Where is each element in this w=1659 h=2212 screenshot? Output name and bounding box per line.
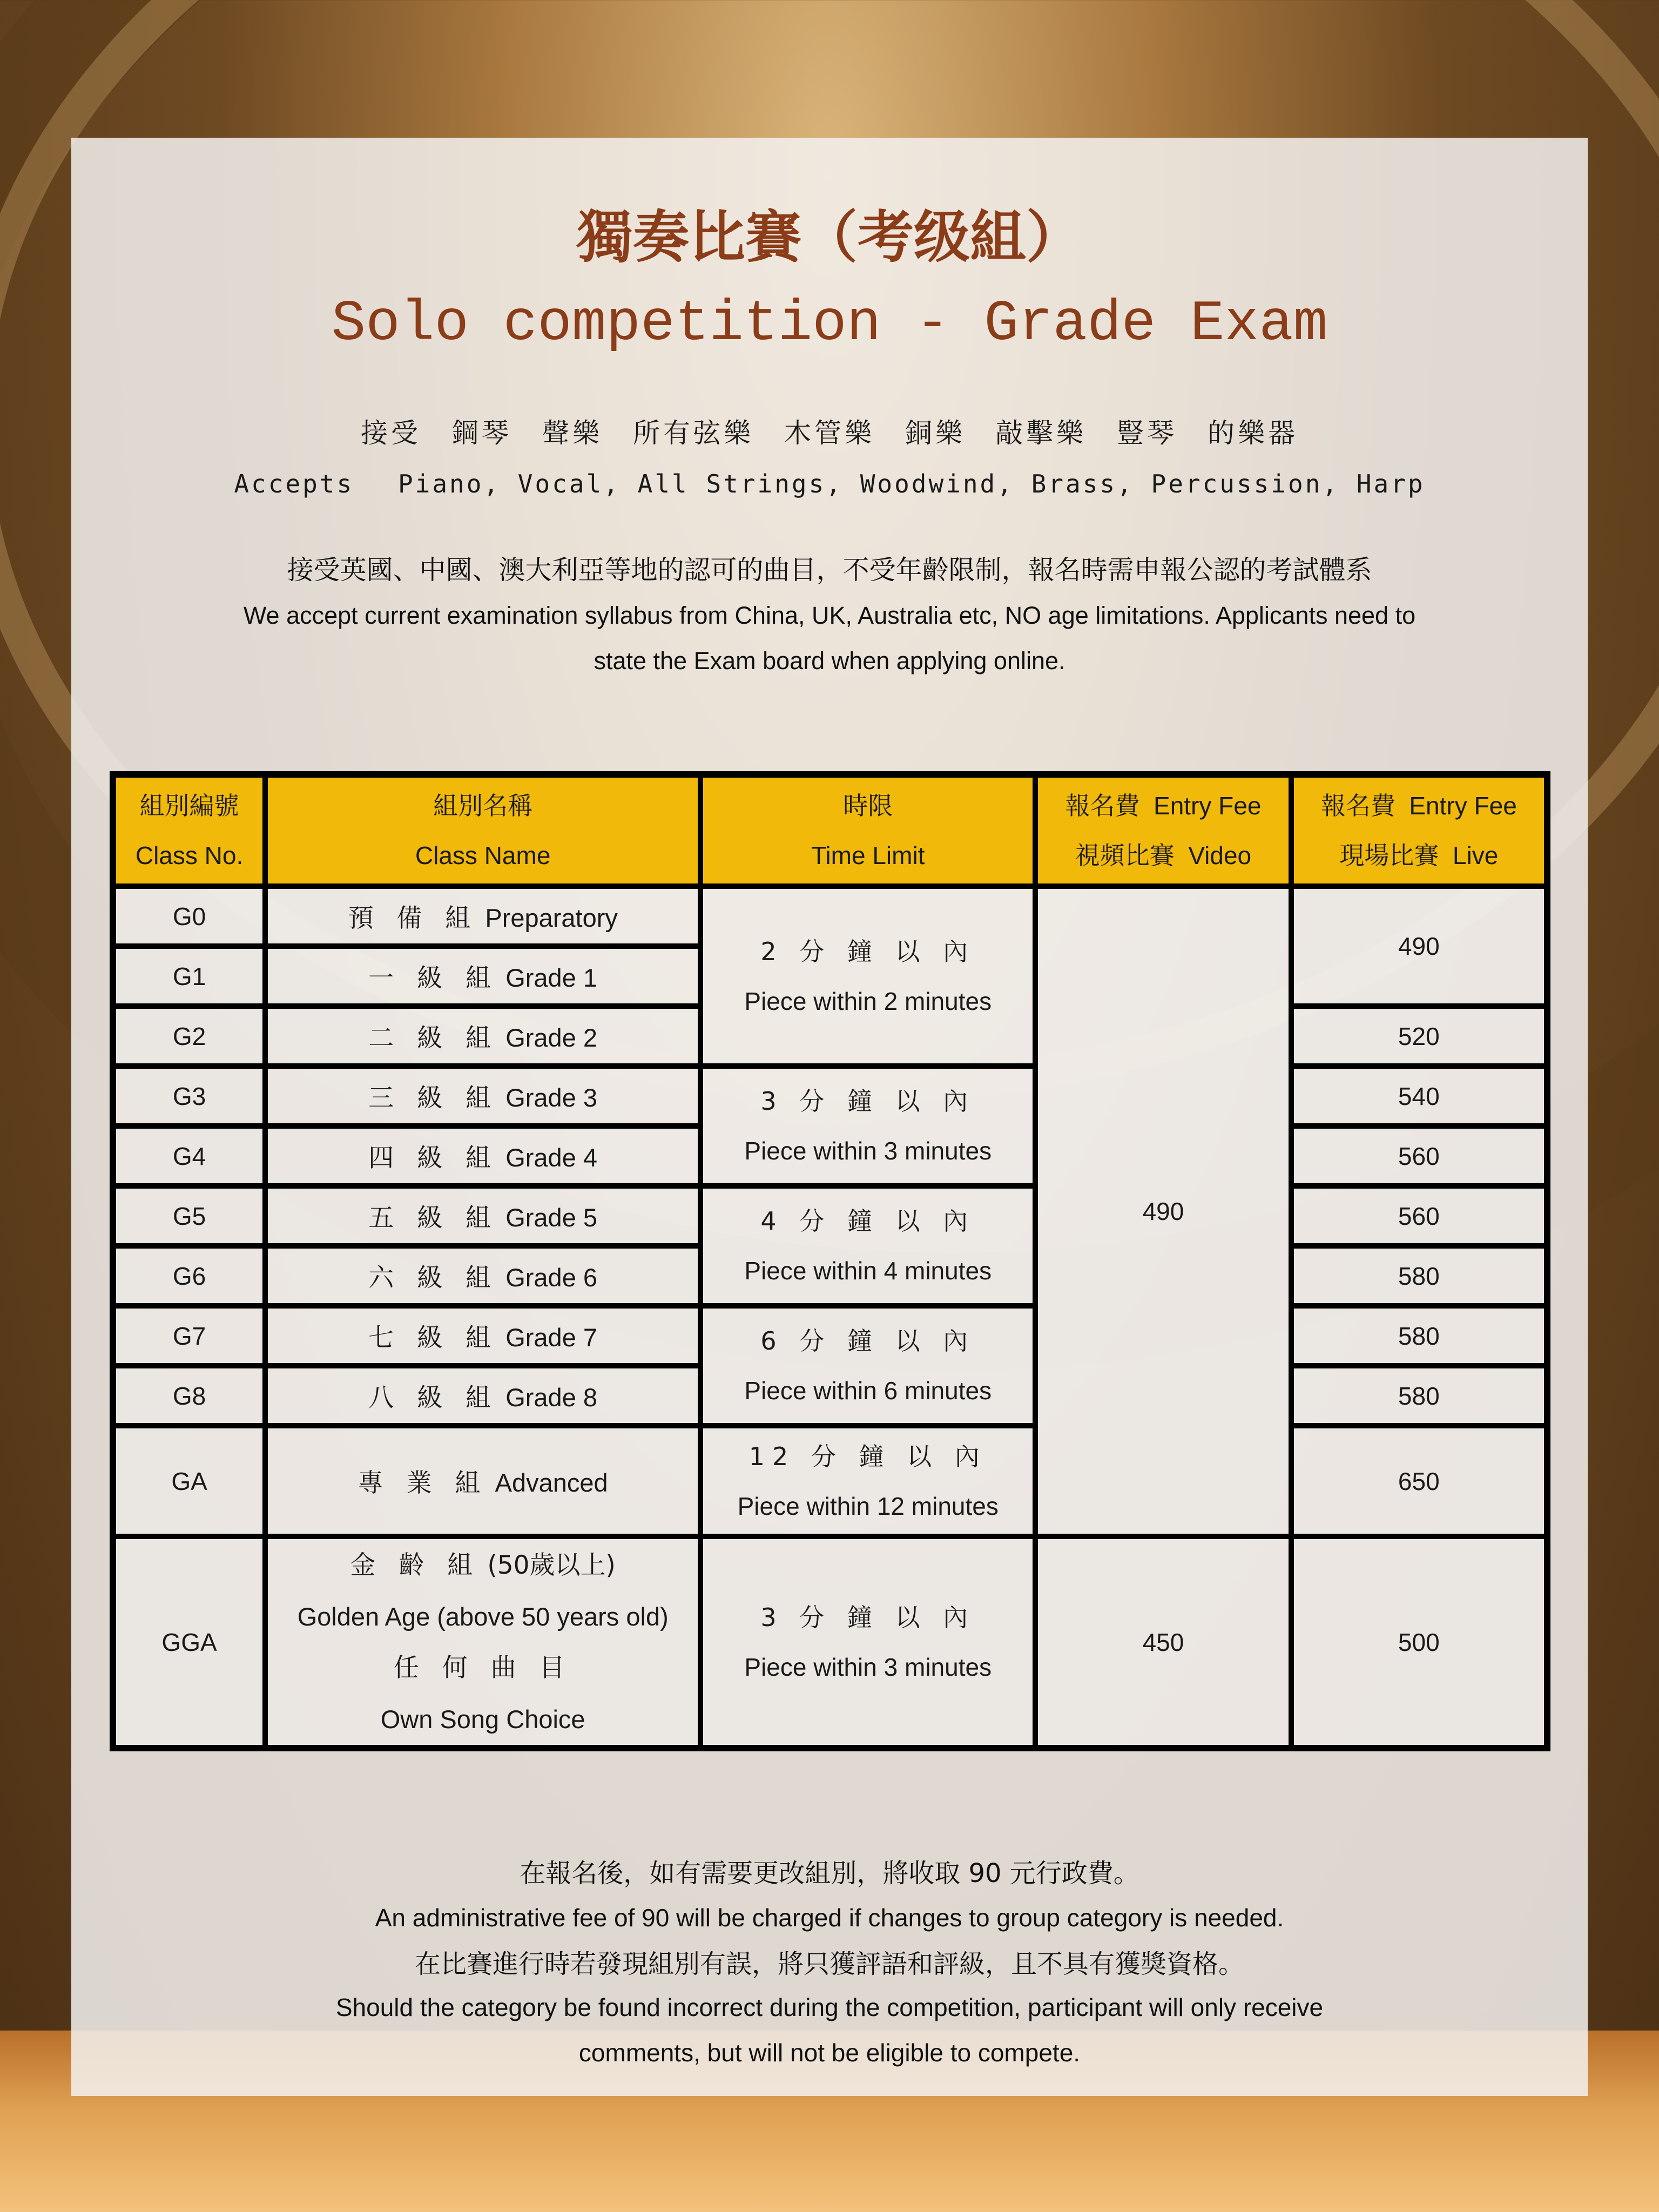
live-fee: 580 [1291,1246,1547,1306]
table-row [113,1426,1547,1536]
syllabus-note-english: We accept current examination syllabus from China, UK, Australia etc, NO age limitations. Applicants need to state the Exam board when applying online. [243,602,1416,675]
class-name-en: Grade 2 [505,1023,598,1052]
header-label: 視頻比賽 [1075,841,1175,870]
class-name [265,1066,700,1126]
class-code: G7 [113,1306,265,1366]
class-code: G1 [113,946,265,1006]
time-limit-zh: 4 分 鐘 以 內 [760,1206,976,1236]
class-name-zh: 七 級 組 [368,1323,499,1353]
class-code: G5 [113,1186,265,1246]
table-row [113,886,1547,946]
time-limit-zh: 3 分 鐘 以 內 [760,1602,976,1632]
class-code: G0 [113,886,265,946]
class-name-en: Grade 3 [505,1083,598,1112]
class-name [265,1246,700,1306]
class-name [265,1126,700,1186]
class-name-en: Grade 8 [505,1383,598,1412]
title-chinese: 獨奏比賽（考级組） [576,204,1082,270]
class-name-zh: 預 備 組 [348,903,478,933]
header-label: Video [1188,841,1252,869]
class-name-zh: 五 級 組 [368,1203,499,1233]
table-row [113,1306,1547,1366]
time-limit-en: Piece within 3 minutes [744,1137,992,1165]
class-note-zh: 任 何 曲 目 [393,1653,572,1683]
class-code: GGA [113,1536,265,1748]
header-video-fee [1035,775,1291,886]
admin-fee-note-zh: 在報名後，如有需要更改組別，將收取 90 元行政費。 [520,1858,1139,1889]
time-limit-en: Piece within 6 minutes [744,1377,992,1405]
class-name [265,946,700,1006]
time-limit-en: Piece within 4 minutes [744,1257,992,1285]
class-name-en: Grade 6 [505,1263,598,1292]
header-label: Entry Fee [1154,792,1262,820]
time-limit-en: Piece within 2 minutes [744,987,992,1015]
header-time-limit [700,775,1035,886]
title-english: Solo competition - Grade Exam [331,292,1328,356]
class-name [265,886,700,946]
video-fee: 450 [1035,1536,1291,1748]
category-note-en-2: comments, but will not be eligible to compete. [578,2039,1081,2067]
table-row [113,1066,1547,1126]
time-limit [700,1066,1035,1186]
header-label: 組別編號 [139,791,239,820]
time-limit [700,1536,1035,1748]
class-code: G8 [113,1366,265,1426]
class-name [265,1366,700,1426]
class-code: G2 [113,1006,265,1066]
time-limit [700,886,1035,1066]
grade-fee-table [110,771,1550,1751]
live-fee: 490 [1291,886,1547,1006]
header-label: 組別名稱 [433,791,533,820]
header-label: Entry Fee [1409,792,1517,820]
class-name [265,1536,700,1748]
time-limit-zh: 3 分 鐘 以 內 [760,1087,976,1116]
live-fee: 560 [1291,1186,1547,1246]
live-fee: 580 [1291,1366,1547,1426]
admin-fee-note-en: An administrative fee of 90 will be charged if changes to group category is needed. [375,1904,1284,1932]
class-code: G6 [113,1246,265,1306]
header-label: 報名費 [1065,791,1140,820]
category-note-en: Should the category be found incorrect during the competition, participant will only receive [335,1993,1324,2021]
class-name-zh: 專 業 組 [358,1468,488,1498]
live-fee: 580 [1291,1306,1547,1366]
syllabus-note-chinese: 接受英國、中國、澳大利亞等地的認可的曲目，不受年齡限制，報名時需申報公認的考試體系 [287,555,1372,585]
time-limit-zh: 6 分 鐘 以 內 [760,1326,976,1355]
time-limit [700,1186,1035,1306]
header-class-name [265,775,700,886]
video-fee: 490 [1035,886,1291,1536]
header-label: 報名費 [1320,791,1395,820]
class-name-zh: 金 齡 組 [350,1550,481,1580]
live-fee: 560 [1291,1126,1547,1186]
class-code: GA [113,1426,265,1536]
header-label: 現場比賽 [1339,841,1439,870]
header-label: Live [1452,841,1499,869]
header-label: 時限 [843,791,893,820]
time-limit-zh: 2 分 鐘 以 內 [760,936,976,966]
class-name-en: Grade 1 [505,963,598,992]
class-name-en: Advanced [495,1468,608,1497]
class-name-en: Grade 5 [505,1203,598,1232]
class-note-en: Own Song Choice [380,1705,585,1734]
class-name-zh: 四 級 組 [368,1143,499,1173]
header-label: Time Limit [811,841,925,869]
time-limit [700,1306,1035,1426]
class-name-zh: 八 級 組 [368,1383,499,1413]
class-name [265,1006,700,1066]
header-label: Class No. [135,841,244,869]
class-name-zh: 六 級 組 [368,1263,499,1293]
live-fee: 540 [1291,1066,1547,1126]
time-limit-zh: 12 分 鐘 以 內 [748,1441,987,1471]
table-header-row [113,775,1547,886]
time-limit-en: Piece within 12 minutes [737,1492,999,1520]
class-name-zh: 一 級 組 [368,963,499,993]
header-live-fee [1291,775,1547,886]
table-row [113,1536,1547,1748]
header-class-no [113,775,265,886]
live-fee: 650 [1291,1426,1547,1536]
header-label: Class Name [415,841,551,869]
time-limit [700,1426,1035,1536]
accepted-instruments-chinese: 接受 鋼琴 聲樂 所有弦樂 木管樂 銅樂 敲擊樂 豎琴 的樂器 [361,417,1298,449]
accepted-instruments-english: Accepts Piano, Vocal, All Strings, Woodwind, Brass, Percussion, Harp [234,469,1425,498]
class-name-en: Grade 4 [505,1143,598,1172]
time-limit-en: Piece within 3 minutes [744,1653,992,1681]
table-row [113,1186,1547,1246]
class-name-en: Golden Age (above 50 years old) [297,1602,669,1631]
class-name-zh: 三 級 組 [368,1083,499,1113]
category-note-zh: 在比賽進行時若發現組別有誤，將只獲評語和評級，且不具有獲獎資格。 [414,1949,1244,1979]
class-code: G4 [113,1126,265,1186]
live-fee: 520 [1291,1006,1547,1066]
class-name-zh: 二 級 組 [368,1023,499,1053]
class-name-note: (50歲以上) [487,1550,616,1580]
class-name-en: Preparatory [485,903,618,932]
class-name [265,1426,700,1536]
class-name-en: Grade 7 [505,1323,598,1352]
live-fee: 500 [1291,1536,1547,1748]
class-name [265,1306,700,1366]
class-code: G3 [113,1066,265,1126]
class-name [265,1186,700,1246]
